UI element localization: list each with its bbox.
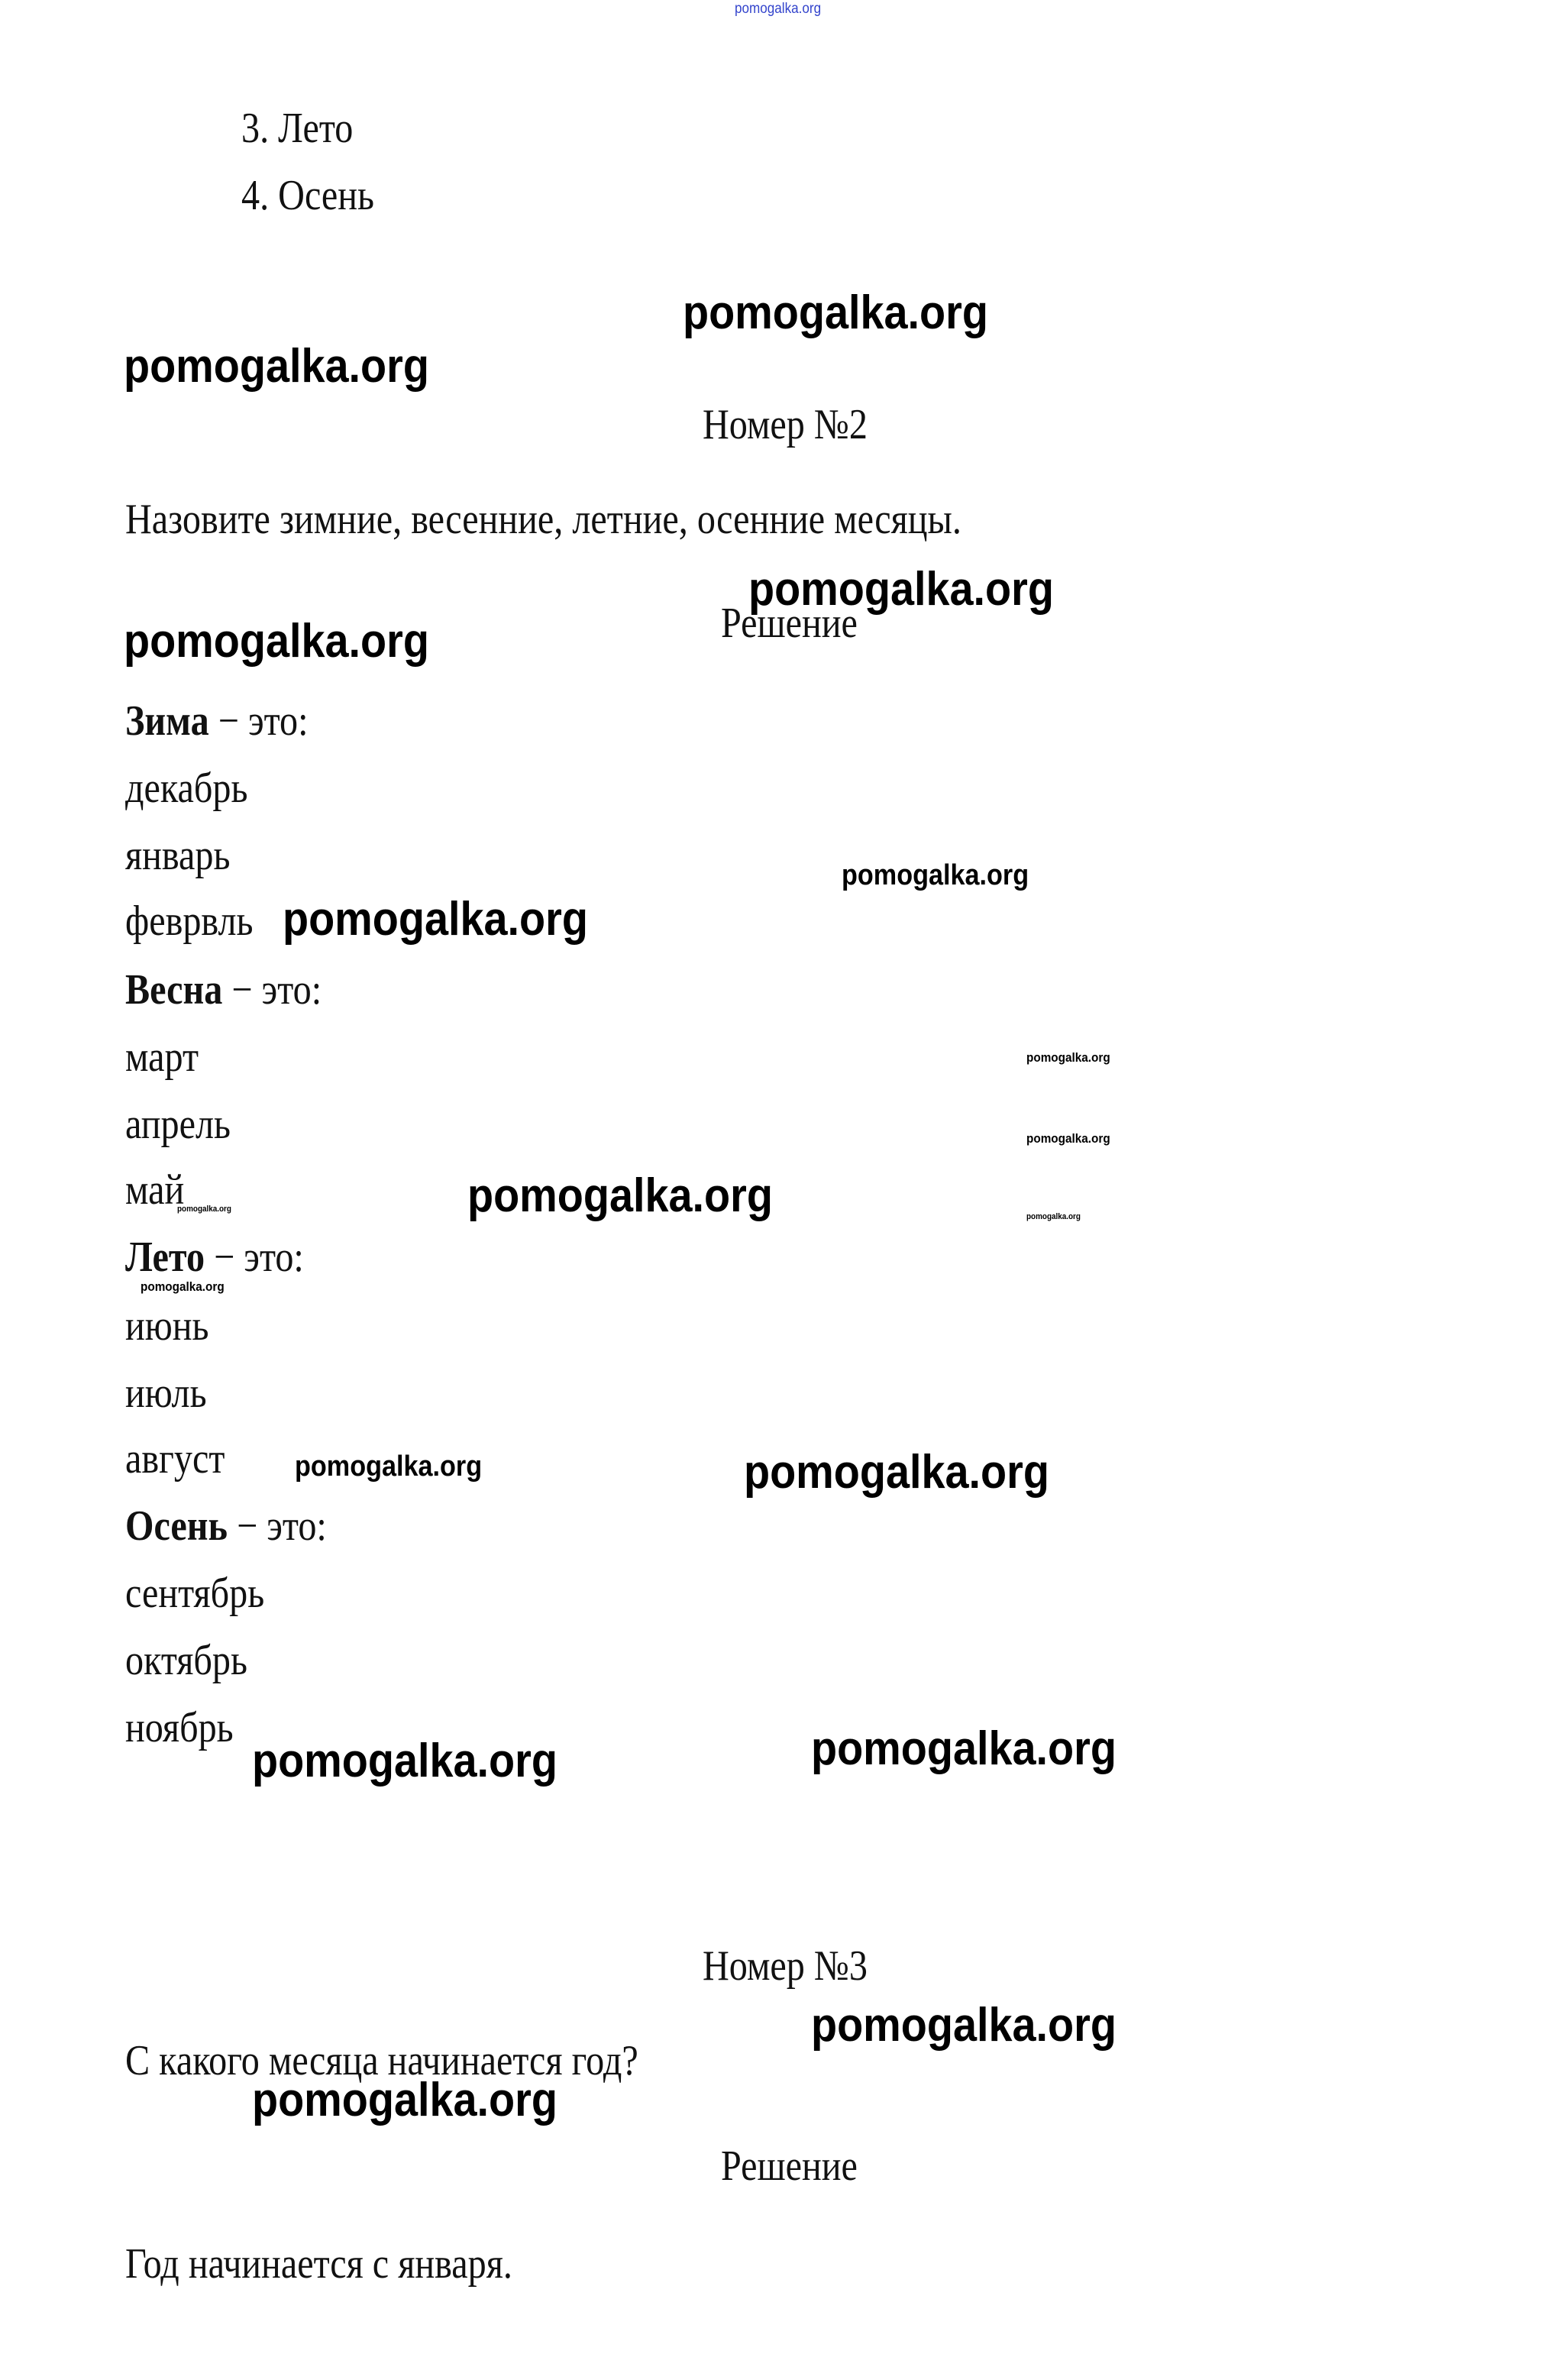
header-watermark: pomogalka.org [735, 1, 822, 17]
season-name: Зима [125, 697, 209, 745]
season-heading [125, 697, 309, 745]
season-name: Осень [125, 1502, 228, 1550]
month: сентябрь [125, 1570, 265, 1617]
task2-question: Назовите зимние, весенние, летние, осенние месяцы. [125, 496, 961, 543]
season-name: Лето [125, 1234, 205, 1281]
month: ноябрь [125, 1704, 234, 1751]
task3-title: Номер №3 [703, 1942, 868, 1990]
task3-solution-label: Решение [721, 2142, 858, 2190]
season-suffix: − это: [205, 1234, 304, 1281]
season-heading [125, 1236, 304, 1279]
watermark: pomogalka.org [842, 859, 1029, 891]
month: март [125, 1033, 199, 1081]
watermark: pomogalka.org [1026, 1212, 1081, 1221]
watermark: pomogalka.org [683, 286, 988, 339]
task2-title: Номер №2 [703, 401, 868, 448]
month: январь [125, 832, 231, 879]
list-item: 4. Осень [241, 172, 375, 219]
season-suffix: − это: [208, 697, 309, 745]
month: июль [125, 1369, 207, 1417]
month: апрель [125, 1101, 231, 1148]
watermark: pomogalka.org [252, 1735, 557, 1787]
month: август [125, 1435, 225, 1483]
task3-answer: Год начинается с января. [125, 2240, 512, 2288]
month: феврвль [125, 897, 254, 945]
watermark: pomogalka.org [283, 893, 588, 946]
watermark: pomogalka.org [467, 1169, 773, 1222]
watermark: pomogalka.org [177, 1205, 231, 1214]
season-suffix: − это: [222, 966, 322, 1014]
season-heading [125, 1502, 327, 1550]
watermark: pomogalka.org [744, 1446, 1049, 1499]
month: декабрь [125, 765, 248, 812]
watermark: pomogalka.org [141, 1279, 225, 1294]
list-item: 3. Лето [241, 105, 354, 152]
season-heading [125, 966, 322, 1014]
watermark: pomogalka.org [748, 563, 1054, 616]
watermark: pomogalka.org [811, 1722, 1117, 1775]
watermark: pomogalka.org [124, 615, 429, 668]
month: июнь [125, 1302, 209, 1350]
task2-solution-label: Решение [721, 600, 858, 647]
watermark: pomogalka.org [252, 2074, 557, 2126]
task3-question: С какого месяца начинается год? [125, 2037, 638, 2084]
watermark: pomogalka.org [124, 340, 429, 393]
watermark: pomogalka.org [295, 1450, 483, 1483]
month: октябрь [125, 1637, 247, 1684]
watermark: pomogalka.org [1026, 1131, 1110, 1146]
month: май [125, 1166, 185, 1214]
watermark: pomogalka.org [811, 1999, 1117, 2052]
season-suffix: − это: [228, 1502, 327, 1550]
watermark: pomogalka.org [1026, 1050, 1110, 1065]
season-name: Весна [125, 966, 223, 1014]
